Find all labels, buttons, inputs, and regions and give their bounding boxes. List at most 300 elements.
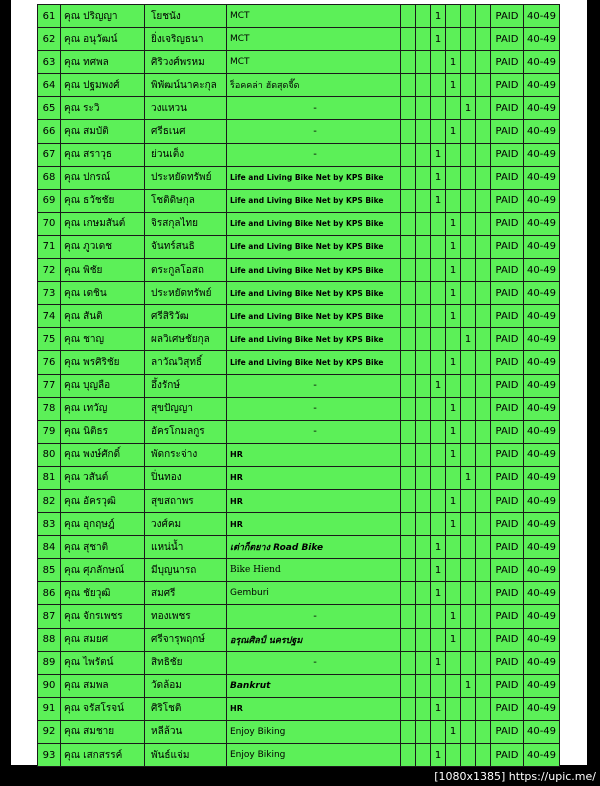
entry-mark [461,189,476,212]
table-row [38,97,560,120]
entry-mark [401,28,416,51]
row-number: 74 [38,305,61,328]
last-name: พันธ์แจ่ม [145,744,227,767]
entry-mark [476,489,491,512]
last-name: ประหยัดทรัพย์ [145,166,227,189]
entry-mark [461,74,476,97]
entry-mark [416,651,431,674]
table-row [38,282,560,305]
entry-mark: 1 [431,697,446,720]
entry-mark [431,212,446,235]
entry-mark [401,374,416,397]
club-name: Life and Living Bike Net by KPS Bike [227,212,401,235]
entry-mark [431,466,446,489]
entry-mark [461,282,476,305]
first-name: คุณ ปฐมพงศ์ [61,74,145,97]
entry-mark [476,697,491,720]
last-name: พัดกระจ่าง [145,443,227,466]
entry-mark [431,305,446,328]
row-number: 69 [38,189,61,212]
first-name: คุณ อุกฤษฎ์ [61,513,145,536]
table-row [38,28,560,51]
entry-mark [416,697,431,720]
row-number: 67 [38,143,61,166]
entry-mark [401,97,416,120]
entry-mark: 1 [446,720,461,743]
entry-mark [446,143,461,166]
last-name: ย่วนเต็ง [145,143,227,166]
first-name: คุณ สุชาติ [61,536,145,559]
entry-mark [401,582,416,605]
entry-mark [401,651,416,674]
entry-mark [431,674,446,697]
entry-mark [461,489,476,512]
club-name: - [227,97,401,120]
entry-mark [416,582,431,605]
entry-mark [401,513,416,536]
entry-mark [401,305,416,328]
entry-mark [461,5,476,28]
row-number: 89 [38,651,61,674]
first-name: คุณ เดชิน [61,282,145,305]
row-number: 84 [38,536,61,559]
payment-status: PAID [491,513,524,536]
club-name: Life and Living Bike Net by KPS Bike [227,351,401,374]
entry-mark: 1 [431,651,446,674]
entry-mark [476,443,491,466]
entry-mark [461,628,476,651]
first-name: คุณ ปกรณ์ [61,166,145,189]
last-name: อึ้งรักษ์ [145,374,227,397]
payment-status: PAID [491,5,524,28]
row-number: 78 [38,397,61,420]
age-group: 40-49 [524,397,560,420]
entry-mark [461,582,476,605]
first-name: คุณ เกษมสันต์ [61,212,145,235]
club-name: Life and Living Bike Net by KPS Bike [227,305,401,328]
entry-mark [476,51,491,74]
last-name: หลีล้วน [145,720,227,743]
entry-mark [416,166,431,189]
entry-mark [461,259,476,282]
entry-mark [461,51,476,74]
entry-mark: 1 [446,51,461,74]
entry-mark [476,328,491,351]
row-number: 91 [38,697,61,720]
club-name: เต่าก็ตยาง Road Bike [227,536,401,559]
row-number: 62 [38,28,61,51]
last-name: มีบุญนารถ [145,559,227,582]
table-row [38,697,560,720]
club-name: อรุณศิลป์ นครปฐม [227,628,401,651]
entry-mark [461,605,476,628]
club-name: Life and Living Bike Net by KPS Bike [227,189,401,212]
entry-mark [476,74,491,97]
table-row [38,259,560,282]
entry-mark [416,443,431,466]
table-row [38,489,560,512]
entry-mark [431,328,446,351]
first-name: คุณ เทวัญ [61,397,145,420]
entry-mark: 1 [446,212,461,235]
entry-mark [416,189,431,212]
entry-mark [461,166,476,189]
payment-status: PAID [491,536,524,559]
entry-mark [476,259,491,282]
first-name: คุณ เสกสรรค์ [61,744,145,767]
last-name: ศรีธเนศ [145,120,227,143]
age-group: 40-49 [524,189,560,212]
payment-status: PAID [491,74,524,97]
age-group: 40-49 [524,305,560,328]
payment-status: PAID [491,28,524,51]
entry-mark: 1 [446,351,461,374]
image-watermark: [1080x1385] https://upic.me/ [434,770,596,783]
entry-mark: 1 [446,305,461,328]
last-name: จันทร์สนธิ [145,235,227,258]
entry-mark [416,328,431,351]
club-name: Life and Living Bike Net by KPS Bike [227,235,401,258]
club-name: Gemburi [227,582,401,605]
entry-mark [476,235,491,258]
entry-mark [446,744,461,767]
row-number: 68 [38,166,61,189]
entry-mark [461,28,476,51]
entry-mark: 1 [431,582,446,605]
entry-mark [416,559,431,582]
entry-mark [401,166,416,189]
entry-mark: 1 [431,744,446,767]
entry-mark [416,605,431,628]
entry-mark [401,443,416,466]
payment-status: PAID [491,582,524,605]
entry-mark [416,212,431,235]
table-row [38,120,560,143]
row-number: 79 [38,420,61,443]
table-row [38,212,560,235]
first-name: คุณ ชัยวุฒิ [61,582,145,605]
entry-mark: 1 [431,559,446,582]
payment-status: PAID [491,189,524,212]
payment-status: PAID [491,212,524,235]
entry-mark [401,697,416,720]
entry-mark [461,351,476,374]
last-name: ตระกูลโอสถ [145,259,227,282]
age-group: 40-49 [524,97,560,120]
last-name: ศิริวงศ์พรหม [145,51,227,74]
last-name: สมศรี [145,582,227,605]
entry-mark: 1 [461,466,476,489]
last-name: สุขปัญญา [145,397,227,420]
age-group: 40-49 [524,166,560,189]
age-group: 40-49 [524,697,560,720]
entry-mark [476,351,491,374]
entry-mark [461,235,476,258]
payment-status: PAID [491,259,524,282]
entry-mark [401,282,416,305]
row-number: 64 [38,74,61,97]
entry-mark [431,351,446,374]
row-number: 86 [38,582,61,605]
age-group: 40-49 [524,605,560,628]
entry-mark [446,466,461,489]
entry-mark [401,466,416,489]
entry-mark [401,744,416,767]
table-row [38,74,560,97]
entry-mark [401,120,416,143]
entry-mark [476,420,491,443]
payment-status: PAID [491,51,524,74]
entry-mark [416,489,431,512]
entry-mark [416,720,431,743]
entry-mark [446,536,461,559]
first-name: คุณ อัครวุฒิ [61,489,145,512]
entry-mark [461,305,476,328]
age-group: 40-49 [524,351,560,374]
age-group: 40-49 [524,120,560,143]
payment-status: PAID [491,443,524,466]
entry-mark [476,397,491,420]
club-name: Life and Living Bike Net by KPS Bike [227,282,401,305]
entry-mark [416,674,431,697]
age-group: 40-49 [524,489,560,512]
first-name: คุณ สมยศ [61,628,145,651]
club-name: ร็อคคล่า ฮัดสุดจี๊ด [227,74,401,97]
entry-mark [416,259,431,282]
row-number: 87 [38,605,61,628]
document-page [11,0,587,765]
row-number: 71 [38,235,61,258]
entry-mark: 1 [446,397,461,420]
entry-mark [416,74,431,97]
entry-mark [416,305,431,328]
entry-mark [401,328,416,351]
first-name: คุณ พิชัย [61,259,145,282]
first-name: คุณ จรัสโรจน์ [61,697,145,720]
entry-mark [446,97,461,120]
row-number: 80 [38,443,61,466]
payment-status: PAID [491,97,524,120]
row-number: 76 [38,351,61,374]
entry-mark [476,559,491,582]
first-name: คุณ ศุภลักษณ์ [61,559,145,582]
row-number: 81 [38,466,61,489]
entry-mark [431,397,446,420]
payment-status: PAID [491,674,524,697]
entry-mark [416,28,431,51]
entry-mark [416,744,431,767]
club-name: - [227,374,401,397]
entry-mark [401,143,416,166]
last-name: ผลวิเศษชัยกุล [145,328,227,351]
entry-mark [401,51,416,74]
table-row [38,397,560,420]
entry-mark [461,212,476,235]
age-group: 40-49 [524,5,560,28]
age-group: 40-49 [524,374,560,397]
row-number: 66 [38,120,61,143]
last-name: วงแหวน [145,97,227,120]
entry-mark [401,420,416,443]
table-row [38,166,560,189]
row-number: 92 [38,720,61,743]
table-row [38,628,560,651]
first-name: คุณ ชาญ [61,328,145,351]
first-name: คุณ อนุวัฒน์ [61,28,145,51]
club-name: HR [227,513,401,536]
entry-mark [476,374,491,397]
entry-mark [401,259,416,282]
entry-mark [461,720,476,743]
entry-mark [446,674,461,697]
table-row [38,720,560,743]
age-group: 40-49 [524,51,560,74]
age-group: 40-49 [524,143,560,166]
entry-mark [401,605,416,628]
club-name: Life and Living Bike Net by KPS Bike [227,166,401,189]
entry-mark: 1 [461,328,476,351]
entry-mark [476,651,491,674]
entry-mark: 1 [446,235,461,258]
age-group: 40-49 [524,466,560,489]
table-row [38,466,560,489]
first-name: คุณ นิติธร [61,420,145,443]
age-group: 40-49 [524,328,560,351]
entry-mark [401,536,416,559]
entry-mark [461,443,476,466]
club-name: - [227,420,401,443]
table-row [38,420,560,443]
entry-mark [476,513,491,536]
entry-mark [446,582,461,605]
entry-mark [476,305,491,328]
club-name: HR [227,466,401,489]
first-name: คุณ ปริญญา [61,5,145,28]
table-row [38,374,560,397]
row-number: 75 [38,328,61,351]
entry-mark [476,720,491,743]
table-row [38,235,560,258]
table-row [38,143,560,166]
entry-mark [476,189,491,212]
table-row [38,559,560,582]
payment-status: PAID [491,282,524,305]
entry-mark [401,674,416,697]
entry-mark [416,235,431,258]
entry-mark: 1 [431,28,446,51]
last-name: อัครโกมลกูร [145,420,227,443]
entry-mark [461,120,476,143]
payment-status: PAID [491,351,524,374]
club-name: HR [227,489,401,512]
entry-mark [401,397,416,420]
entry-mark [401,235,416,258]
age-group: 40-49 [524,582,560,605]
entry-mark [431,120,446,143]
age-group: 40-49 [524,420,560,443]
entry-mark [416,397,431,420]
entry-mark [476,536,491,559]
age-group: 40-49 [524,651,560,674]
entry-mark [431,51,446,74]
table-row [38,351,560,374]
entry-mark [476,282,491,305]
entry-mark [476,97,491,120]
last-name: โยชนัง [145,5,227,28]
entry-mark [401,628,416,651]
last-name: ปิ่นทอง [145,466,227,489]
entry-mark [476,674,491,697]
entry-mark [461,374,476,397]
row-number: 73 [38,282,61,305]
age-group: 40-49 [524,74,560,97]
entry-mark: 1 [446,443,461,466]
age-group: 40-49 [524,720,560,743]
entry-mark: 1 [431,374,446,397]
entry-mark [431,259,446,282]
club-name: - [227,651,401,674]
entry-mark [476,628,491,651]
entry-mark [446,166,461,189]
table-row [38,51,560,74]
table-row [38,605,560,628]
row-number: 65 [38,97,61,120]
payment-status: PAID [491,328,524,351]
row-number: 70 [38,212,61,235]
entry-mark [401,351,416,374]
age-group: 40-49 [524,282,560,305]
table-row [38,513,560,536]
payment-status: PAID [491,397,524,420]
entry-mark: 1 [446,120,461,143]
payment-status: PAID [491,605,524,628]
entry-mark [431,628,446,651]
age-group: 40-49 [524,628,560,651]
table-row [38,651,560,674]
first-name: คุณ ไพรัตน์ [61,651,145,674]
last-name: พิพัฒน์นาคะกุล [145,74,227,97]
table-body [38,5,560,767]
entry-mark: 1 [446,282,461,305]
club-name: MCT [227,5,401,28]
row-number: 82 [38,489,61,512]
club-name: Life and Living Bike Net by KPS Bike [227,328,401,351]
entry-mark [401,74,416,97]
payment-status: PAID [491,651,524,674]
entry-mark [401,559,416,582]
table-row [38,536,560,559]
entry-mark [476,143,491,166]
entry-mark [431,282,446,305]
row-number: 90 [38,674,61,697]
entry-mark [431,513,446,536]
entry-mark [416,143,431,166]
first-name: คุณ สมพล [61,674,145,697]
last-name: ประหยัดทรัพย์ [145,282,227,305]
table-row [38,443,560,466]
entry-mark [416,420,431,443]
club-name: - [227,143,401,166]
payment-status: PAID [491,559,524,582]
club-name: MCT [227,28,401,51]
table-row [38,744,560,767]
last-name: โชติดิษกุล [145,189,227,212]
row-number: 72 [38,259,61,282]
first-name: คุณ ภูวเดช [61,235,145,258]
club-name: - [227,120,401,143]
entry-mark [476,120,491,143]
age-group: 40-49 [524,212,560,235]
